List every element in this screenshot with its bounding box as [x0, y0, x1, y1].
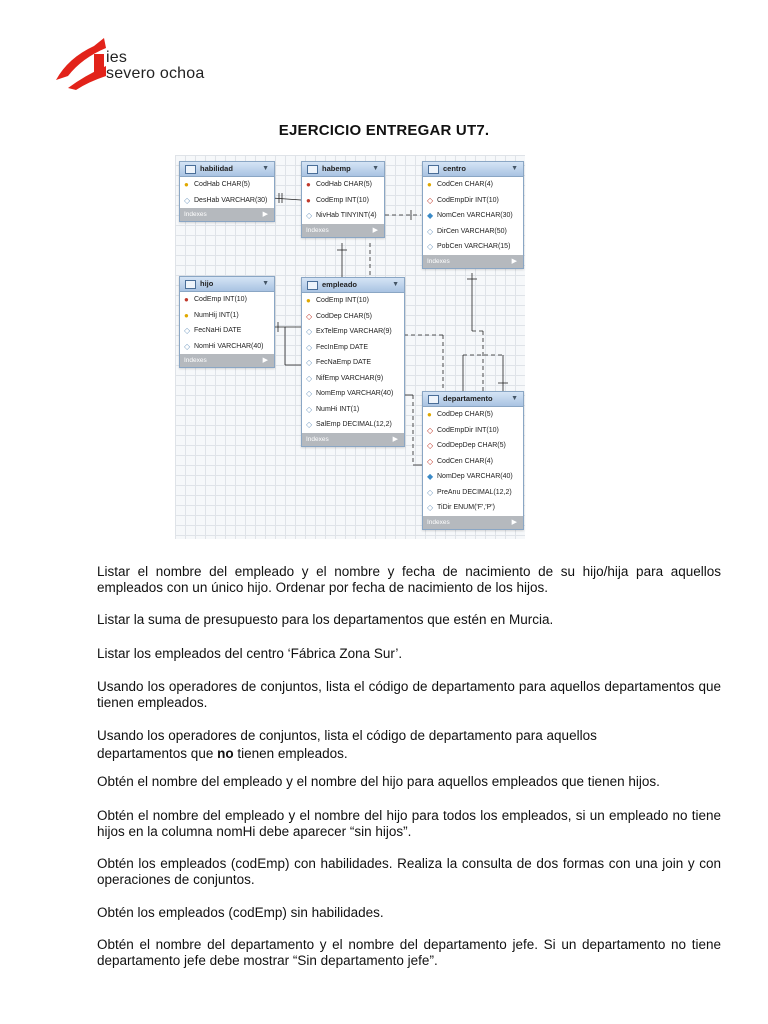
collapse-arrow-icon[interactable]: ▼	[511, 165, 518, 172]
foreign-key-icon: ◇	[306, 311, 313, 321]
question-5-text: tienen empleados.	[233, 746, 348, 761]
table-name: departamento	[443, 394, 493, 403]
indexes-label: Indexes	[184, 211, 207, 218]
column: TiDir ENUM('F','P')	[437, 504, 495, 511]
column-icon: ◇	[306, 389, 313, 398]
expand-arrow-icon[interactable]: ▶	[262, 357, 268, 364]
primary-key-icon: ●	[306, 195, 311, 205]
expand-arrow-icon[interactable]: ▶	[392, 435, 398, 443]
table-hijo[interactable]	[179, 276, 275, 368]
question-9: Obtén los empleados (codEmp) sin habilidades.	[97, 905, 384, 920]
collapse-arrow-icon[interactable]: ▼	[372, 165, 379, 172]
table-habemp[interactable]	[301, 161, 385, 238]
collapse-arrow-icon[interactable]: ▼	[511, 395, 518, 402]
table-habilidad[interactable]	[179, 161, 275, 222]
indexes-label: Indexes	[184, 357, 207, 364]
indexes-label: Indexes	[427, 518, 450, 526]
column: FecNaEmp DATE	[316, 359, 372, 366]
column-icon: ◇	[306, 420, 313, 429]
table-icon	[428, 165, 439, 174]
table-name: empleado	[322, 280, 358, 289]
question-2: Listar la suma de presupuesto para los departamentos que estén en Murcia.	[97, 612, 554, 627]
question-5-line-2	[97, 745, 721, 763]
column-icon: ◇	[184, 195, 191, 205]
primary-key-icon: ●	[184, 295, 189, 304]
column: NumHi INT(1)	[316, 405, 360, 413]
table-icon	[185, 165, 196, 174]
indexes-label: Indexes	[306, 435, 329, 443]
expand-arrow-icon[interactable]: ▶	[262, 211, 268, 218]
question-3: Listar los empleados del centro ‘Fábrica Zona Sur’.	[97, 646, 403, 661]
column: CodDepDep CHAR(5)	[437, 442, 506, 449]
column-icon: ◇	[306, 404, 313, 414]
foreign-key-icon: ◇	[427, 456, 434, 466]
foreign-key-icon: ◇	[427, 195, 434, 205]
column-icon: ◇	[306, 358, 313, 367]
column-icon: ◇	[306, 373, 313, 383]
expand-arrow-icon[interactable]: ▶	[511, 257, 517, 265]
column-icon: ◇	[427, 242, 434, 251]
expand-arrow-icon[interactable]: ▶	[511, 518, 517, 526]
column: CodDep CHAR(5)	[437, 411, 494, 418]
table-icon	[307, 165, 318, 174]
indexes-label: Indexes	[427, 257, 450, 265]
question-5	[97, 727, 721, 763]
table-name: hijo	[200, 279, 214, 288]
column-icon: ◇	[427, 226, 434, 236]
column: CodEmp INT(10)	[316, 297, 369, 304]
column: CodCen CHAR(4)	[437, 181, 494, 188]
table-name: centro	[443, 164, 466, 173]
logo-line-2: severo ochoa	[106, 65, 205, 82]
collapse-arrow-icon[interactable]: ▼	[262, 280, 269, 287]
table-departamento[interactable]	[422, 391, 524, 530]
indexes-label: Indexes	[306, 226, 329, 234]
column: DesHab VARCHAR(30)	[194, 196, 268, 204]
column: CodDep CHAR(5)	[316, 312, 373, 320]
expand-arrow-icon[interactable]: ▶	[372, 226, 378, 234]
column: CodHab CHAR(5)	[316, 181, 373, 188]
logo-line-1: ies	[106, 49, 128, 66]
question-5-text: departamentos que	[97, 746, 218, 761]
collapse-arrow-icon[interactable]: ▼	[392, 281, 399, 288]
table-name: habilidad	[200, 164, 233, 173]
table-name: habemp	[322, 164, 351, 173]
column: NifEmp VARCHAR(9)	[316, 374, 384, 382]
column: NomEmp VARCHAR(40)	[316, 390, 394, 397]
column: CodCen CHAR(4)	[437, 457, 494, 465]
question-5-emphasis: no	[217, 746, 234, 761]
question-5-line-1: Usando los operadores de conjuntos, lista el código de departamento para aquellos	[97, 728, 597, 743]
primary-key-icon: ●	[184, 180, 189, 189]
column: NumHij INT(1)	[194, 311, 239, 319]
column-icon: ◇	[427, 503, 434, 512]
primary-key-icon: ●	[184, 310, 189, 320]
table-empleado[interactable]	[301, 277, 405, 447]
table-icon	[307, 281, 318, 290]
column: DirCen VARCHAR(50)	[437, 227, 507, 235]
column-icon: ◇	[306, 211, 313, 220]
column: SalEmp DECIMAL(12,2)	[316, 421, 392, 428]
er-diagram	[175, 155, 525, 539]
table-icon	[185, 280, 196, 289]
column: CodHab CHAR(5)	[194, 181, 251, 188]
column: CodEmpDir INT(10)	[437, 426, 499, 434]
table-icon	[428, 395, 439, 404]
not-null-column-icon: ◆	[427, 472, 434, 481]
foreign-key-icon: ◇	[427, 441, 434, 450]
question-8: Obtén los empleados (codEmp) con habilidades. Realiza la consulta de dos formas con una join y con operaciones de conjuntos.	[97, 856, 721, 887]
primary-key-icon: ●	[427, 410, 432, 419]
primary-key-icon: ●	[427, 180, 432, 189]
column: CodEmp INT(10)	[194, 296, 247, 303]
column: FecNaHi DATE	[194, 327, 242, 334]
column: FecInEmp DATE	[316, 343, 368, 351]
column: CodEmpDir INT(10)	[437, 196, 499, 204]
collapse-arrow-icon[interactable]: ▼	[262, 165, 269, 172]
question-1: Listar el nombre del empleado y el nombre y fecha de nacimiento de su hijo/hija para aquellos empleados con un único hijo. Ordenar por fecha de nacimiento de los hijos.	[97, 564, 721, 595]
question-6: Obtén el nombre del empleado y el nombre del hijo para aquellos empleados que tienen hijos.	[97, 774, 660, 789]
question-10: Obtén el nombre del departamento y el nombre del departamento jefe. Si un departamento no tiene departamento jefe debe mostrar “Sin departamento jefe”.	[97, 937, 721, 968]
column: PreAnu DECIMAL(12,2)	[437, 488, 512, 496]
column-icon: ◇	[306, 342, 313, 352]
column-icon: ◇	[306, 327, 313, 336]
column: NomHi VARCHAR(40)	[194, 342, 264, 350]
foreign-key-icon: ◇	[427, 425, 434, 435]
not-null-column-icon: ◆	[427, 211, 434, 220]
table-centro[interactable]	[422, 161, 524, 269]
primary-key-icon: ●	[306, 296, 311, 305]
column: NivHab TINYINT(4)	[316, 212, 377, 219]
column: NomCen VARCHAR(30)	[437, 212, 513, 219]
column-icon: ◇	[184, 326, 191, 335]
column-icon: ◇	[184, 341, 191, 351]
column: CodEmp INT(10)	[316, 196, 369, 204]
column: NomDep VARCHAR(40)	[437, 473, 513, 480]
logo-text	[106, 50, 204, 82]
question-7: Obtén el nombre del empleado y el nombre del hijo para todos los empleados, si un empleado no tiene hijos en la columna nomHi debe aparecer “sin hijos”.	[97, 808, 721, 839]
question-4: Usando los operadores de conjuntos, lista el código de departamento para aquellos departamentos que tienen empleados.	[97, 679, 721, 710]
column-icon: ◇	[427, 487, 434, 497]
primary-key-icon: ●	[306, 180, 311, 189]
page-title: EJERCICIO ENTREGAR UT7.	[278, 122, 490, 139]
column: ExTelEmp VARCHAR(9)	[316, 328, 392, 335]
column: PobCen VARCHAR(15)	[437, 243, 511, 250]
